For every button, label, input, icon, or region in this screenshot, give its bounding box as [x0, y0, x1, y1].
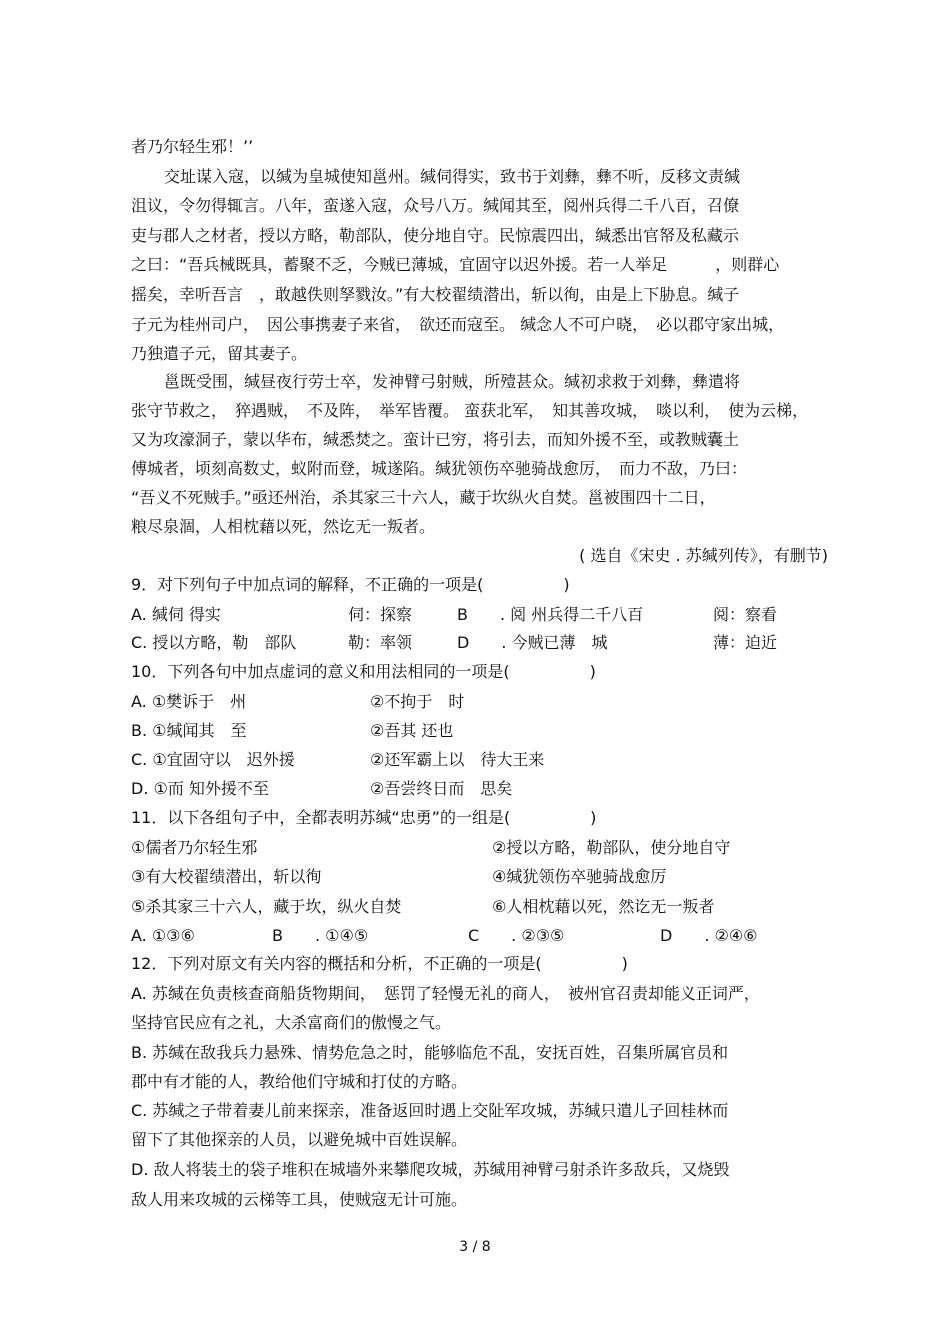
passage-source: ( 选自《宋史 . 苏缄列传》，有删节): [579, 546, 828, 565]
option-b-gloss: 阅：察看: [713, 605, 778, 624]
option-d: D . 今贼已薄 城: [457, 633, 608, 652]
option-c-2: ②还军霸上以 待大王来: [370, 750, 545, 769]
option-c-1: C. ①宜固守以 迟外援: [131, 750, 295, 769]
option-d-line-2: 敌人用来攻城的云梯等工具，使贼寇无计可施。: [131, 1190, 468, 1209]
item-4: ④缄犹领伤卒驰骑战愈厉: [492, 867, 667, 886]
option-c-gloss: 勒：率领: [348, 633, 413, 652]
question-stem: 11．以下各组句子中，全都表明苏缄“忠勇”的一组是( ): [131, 808, 597, 827]
option-d: D . ②④⑥: [660, 926, 758, 945]
option-b-line-1: B. 苏缄在敌我兵力悬殊、情势危急之时，能够临危不乱，安抚百姓，召集所属官员和: [131, 1043, 729, 1062]
option-a-line-1: A. 苏缄在负责核查商船货物期间， 惩罚了轻慢无礼的商人， 被州官召责却能义正词严，: [131, 984, 760, 1003]
passage-line: 之曰：“吾兵械既具，蓄聚不乏，今贼已薄城，宜固守以迟外援。若一人举足 ，则群心: [131, 255, 780, 274]
question-stem: 12．下列对原文有关内容的概括和分析，不正确的一项是( ): [131, 954, 628, 973]
option-a-line-2: 坚持官民应有之礼，大杀富商们的傲慢之气。: [131, 1013, 452, 1032]
option-a: A. ①③⑥: [131, 926, 195, 945]
passage-line: 张守节救之， 猝遇贼， 不及阵， 举军皆覆。 蛮获北军， 知其善攻城， 啖以利， 使为云梯，: [131, 401, 809, 420]
item-2: ②授以方略，勒部队，使分地自守: [492, 838, 731, 857]
passage-line: 摇矣，幸听吾言 ，敢越佚则孥戮汝。”有大校翟绩潜出，斩以徇，由是上下胁息。缄子: [131, 285, 740, 304]
option-b-line-2: 郡中有才能的人，教给他们守城和打仗的方略。: [131, 1072, 468, 1091]
option-b-2: ②吾其 还也: [370, 721, 454, 740]
option-c: C. 授以方略，勒 部队: [131, 633, 297, 652]
item-6: ⑥人相枕藉以死，然讫无一叛者: [492, 897, 715, 916]
option-b: B . ①④⑤: [272, 926, 369, 945]
option-a-gloss: 伺：探察: [348, 605, 413, 624]
passage-line: 者乃尔轻生邪！’’: [131, 137, 254, 156]
option-d-2: ②吾尝终日而 思矣: [370, 779, 513, 798]
option-c-line-1: C. 苏缄之子带着妻儿前来探亲，准备返回时遇上交阯军攻城，苏缄只遣儿子回桂林而: [131, 1101, 729, 1120]
passage-line: 又为攻濠洞子，蒙以华布，缄悉焚之。蛮计已穷，将引去，而知外援不至，或教贼囊土: [131, 430, 740, 449]
question-stem: 9．对下列句子中加点词的解释，不正确的一项是( ): [131, 575, 570, 594]
option-a: A. 缄伺 得实: [131, 605, 221, 624]
question-stem: 10．下列各句中加点虚词的意义和用法相同的一项是( ): [131, 662, 596, 681]
option-a-1: A. ①樊诉于 州: [131, 692, 247, 711]
item-5: ⑤杀其家三十六人，藏于坎，纵火自焚: [131, 897, 402, 916]
passage-line: 交址谋入寇，以缄为皇城使知邕州。缄伺得实，致书于刘彝，彝不听，反移文责缄: [164, 167, 741, 186]
passage-line: “吾义不死贼手。”亟还州治，杀其家三十六人，藏于坎纵火自焚。邕被围四十二日，: [131, 488, 716, 507]
passage-line: 邕既受围，缄昼夜行劳士卒，发神臂弓射贼，所殪甚众。缄初求救于刘彝，彝遣将: [164, 372, 741, 391]
passage-line: 乃独遣子元，留其妻子。: [131, 344, 308, 363]
option-c-line-2: 留下了其他探亲的人员，以避免城中百姓误解。: [131, 1130, 468, 1149]
passage-line: 子元为桂州司户， 因公事携妻子来省， 欲还而寇至。 缄念人不可户晓， 必以郡守家出城，: [131, 315, 785, 334]
passage-line: 沮议，令勿得辄言。八年，蛮遂入寇，众号八万。缄闻其至，阅州兵得二千八百，召僚: [131, 196, 740, 215]
passage-line: 粮尽泉涸，人相枕藉以死，然讫无一叛者。: [131, 517, 436, 536]
option-b: B . 阅 州兵得二千八百: [457, 605, 644, 624]
passage-line: 吏与郡人之材者，授以方略，勒部队，使分地自守。民惊震四出，缄悉出官帑及私藏示: [131, 226, 740, 245]
option-b-1: B. ①缄闻其 至: [131, 721, 247, 740]
option-c: C . ②③⑤: [468, 926, 565, 945]
option-a-2: ②不拘于 时: [370, 692, 465, 711]
item-1: ①儒者乃尔轻生邪: [131, 838, 258, 857]
item-3: ③有大校翟绩潜出，斩以徇: [131, 867, 322, 886]
option-d-gloss: 薄：迫近: [713, 633, 778, 652]
option-d-line-1: D. 敌人将装土的袋子堆积在城墙外来攀爬攻城，苏缄用神臂弓射杀许多敌兵，又烧毁: [131, 1160, 730, 1179]
page-number: 3 / 8: [459, 1239, 491, 1255]
option-d-1: D. ①而 知外援不至: [131, 779, 269, 798]
passage-line: 傅城者，顷刻高数丈，蚁附而登，城遂陷。缄犹领伤卒驰骑战愈厉， 而力不敌，乃曰：: [131, 459, 748, 478]
